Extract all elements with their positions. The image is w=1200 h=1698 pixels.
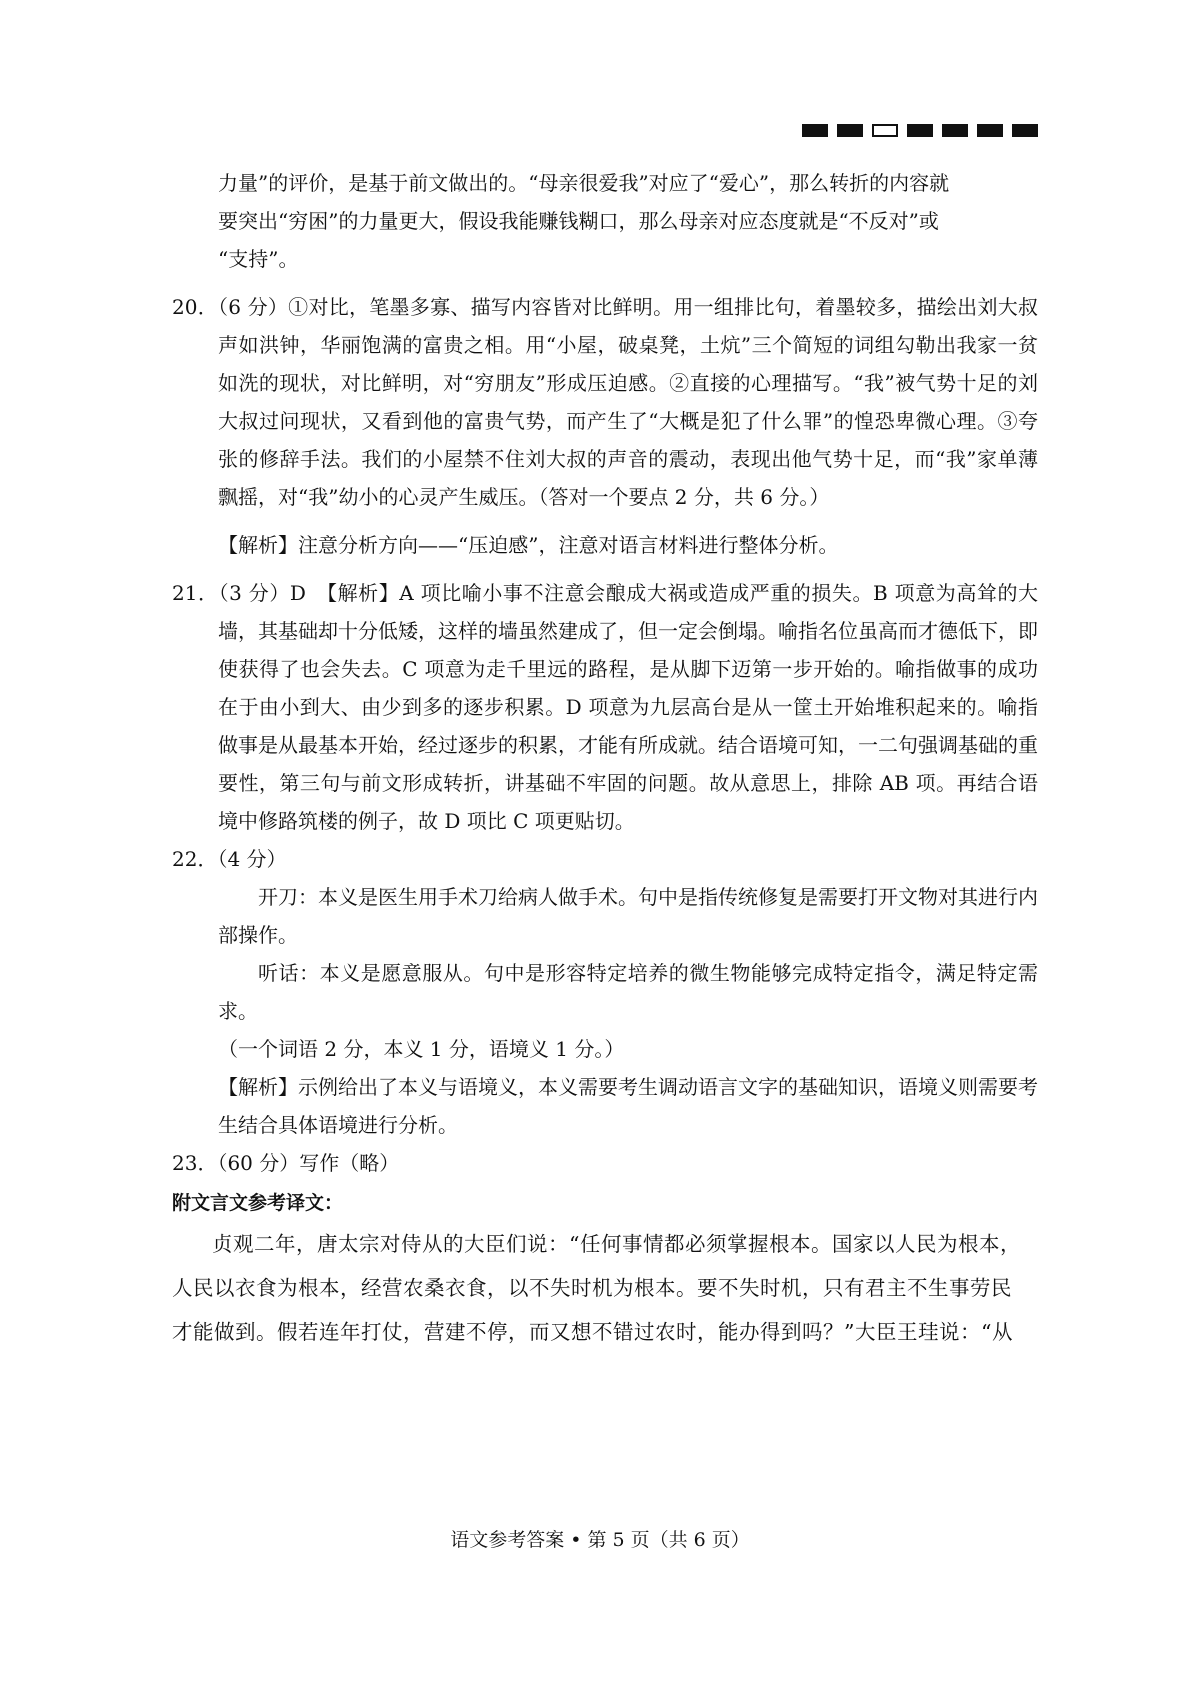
appendix-translation-line: 人民以衣食为根本，经营农桑衣食，以不失时机为根本。要不失时机，只有君主不生事劳民 [172, 1276, 1012, 1300]
q22-item-tinghua: 听话：本义是愿意服从。句中是形容特定培养的微生物能够完成特定指令，满足特定需求。 [218, 961, 1038, 1023]
header-mark [977, 124, 1003, 137]
q22-item-kaidao: 开刀：本义是医生用手术刀给病人做手术。句中是指传统修复是需要打开文物对其进行内部操作。 [218, 885, 1038, 947]
q22-title: 22．（4 分） [172, 847, 287, 871]
q21-answer: 21．（3 分）D 【解析】A 项比喻小事不注意会酿成大祸或造成严重的损失。B 项意为高耸的大墙，其基础却十分低矮，这样的墙虽然建成了，但一定会倒塌。喻指名位虽高而才德低下，即使获得了也会失去。C 项意为走千里远的路程，是从脚下迈第一步开始的。喻指做事的成功在于由小到大、由少到多的逐步积累。D 项意为九层高台是从一筐土开始堆积起来的。喻指做事是从最基本开始，经过逐步的积累，才能有所成就。结合语境可知，一二句强调基础的重要性，第三句与前文形成转折，讲基础不牢固的问题。故从意思上，排除 AB 项。再结合语境中修路筑楼的例子，故 D 项比 C 项更贴切。 [172, 581, 1038, 833]
header-mark [837, 124, 863, 137]
appendix-translation-line: 贞观二年，唐太宗对侍从的大臣们说：“任何事情都必须掌握根本。国家以人民为根本， [212, 1232, 1021, 1256]
header-mark [802, 124, 828, 137]
q22-analysis: 【解析】示例给出了本义与语境义，本义需要考生调动语言文字的基础知识，语境义则需要考生结合具体语境进行分析。 [218, 1075, 1038, 1137]
q22-scoring: （一个词语 2 分，本义 1 分，语境义 1 分。） [218, 1037, 625, 1061]
header-mark [907, 124, 933, 137]
q19-continuation-line: 要突出“穷困”的力量更大，假设我能赚钱糊口，那么母亲对应态度就是“不反对”或 [218, 209, 939, 233]
header-mark [1012, 124, 1038, 137]
q19-continuation-line: 力量”的评价，是基于前文做出的。“母亲很爱我”对应了“爱心”，那么转折的内容就 [218, 171, 950, 195]
appendix-translation-line: 才能做到。假若连年打仗，营建不停，而又想不错过农时，能办得到吗？”大臣王珪说：“从 [172, 1320, 1013, 1344]
q19-continuation-line: “支持”。 [218, 247, 299, 271]
page-footer: 语文参考答案 • 第 5 页（共 6 页） [450, 1529, 750, 1551]
header-mark [942, 124, 968, 137]
answer-content [172, 164, 1038, 1354]
appendix-heading: 附文言文参考译文： [172, 1192, 344, 1214]
header-mark-empty [872, 124, 898, 137]
q23-answer: 23．（60 分）写作（略） [172, 1151, 400, 1175]
header-marks [802, 124, 1038, 138]
q20-answer: 20．（6 分）①对比，笔墨多寡、描写内容皆对比鲜明。用一组排比句，着墨较多，描绘出刘大叔声如洪钟，华丽饱满的富贵之相。用“小屋，破桌凳，土炕”三个简短的词组勾勒出我家一贫如洗的现状，对比鲜明，对“穷朋友”形成压迫感。②直接的心理描写。“我”被气势十足的刘大叔过问现状，又看到他的富贵气势，而产生了“大概是犯了什么罪”的惶恐卑微心理。③夸张的修辞手法。我们的小屋禁不住刘大叔的声音的震动，表现出他气势十足，而“我”家单薄飘摇，对“我”幼小的心灵产生威压。（答对一个要点 2 分，共 6 分。） [172, 295, 1038, 509]
q20-analysis: 【解析】注意分析方向——“压迫感”，注意对语言材料进行整体分析。 [218, 533, 839, 557]
